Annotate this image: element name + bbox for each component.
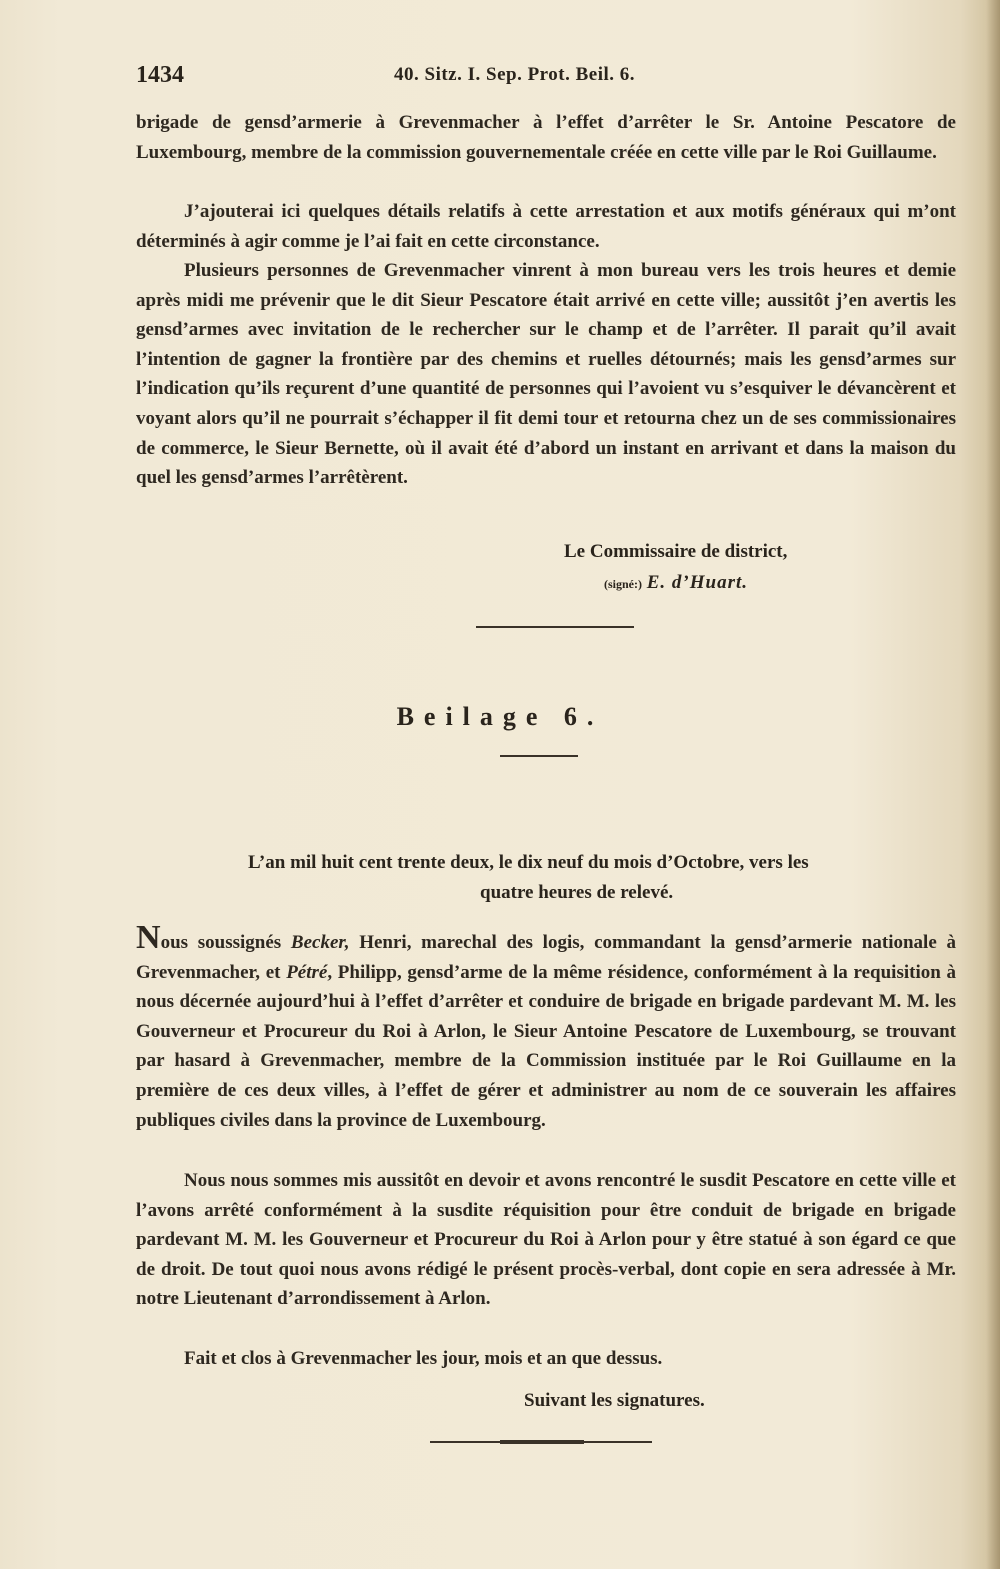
pv-text-a: ous soussignés [160,932,291,953]
page-edge-shadow [986,0,1000,1569]
closing-signatures: Suivant les signatures. [524,1390,705,1411]
pv-text-b: Henri, marechal des logis, commandant la gensd’armerie nationale à Grevenmacher, et [136,932,956,983]
paragraph-arrest-account: Plusieurs personnes de Grevenmacher vinrent à mon bureau vers les trois heures et demie après midi me prévenir que le dit Sieur Pescatore était arrivé en cette ville; aussitôt j’en avertis les gensd’armes avec invitation de le rechercher sur le champ et de l’arrêter. Il parait qu’il avait l’intention de gagner la frontière par des chemins et ruelles détournés; mais les gensd’armes sur l’indication qu’ils reçurent d’une quantité de personnes qui l’avoient vu s’esquiver le dévancèrent et voyant alors qu’il ne pourrait s’échapper il fit demi tour et retourna chez un de ses commissionaires de commerce, le Sieur Bernette, où il avait été d’abord un instant en arrivant et dans la maison du quel les gensd’armes l’arrêtèrent. [136,260,956,489]
end-rule-thick [500,1440,584,1444]
signature-block [604,572,748,594]
pv-text-c: , Philipp, gensd’arme de la même résidence, conformément à la requisition à nous décernée aujourd’hui à l’effet d’arrêter et conduire de brigade en brigade pardevant M. M. les Gouverneur et Procureur du Roi à Arlon, le Sieur Antoine Pescatore de Luxembourg, se trouvant par hasard à Grevenmacher, membre de la Commission instituée par le Roi Guillaume en la première de ces deux villes, à l’effet de gérer et administrer au nom de ce souverain les affaires publiques civiles dans la province de Luxembourg. [136,961,956,1131]
beilage-heading: Beilage 6. [396,702,604,731]
heading-underline [500,755,578,757]
running-head: 40. Sitz. I. Sep. Prot. Beil. 6. [394,64,636,85]
date-line-second: quatre heures de relevé. [480,882,674,903]
paragraph-closing-formula: Fait et clos à Grevenmacher les jour, mois et an que dessus. [184,1348,663,1369]
date-line-first: L’an mil huit cent trente deux, le dix neuf du mois d’Octobre, vers les [248,852,809,873]
signed-label: (signé:) [604,577,642,591]
paragraph-details-intro: J’ajouterai ici quelques détails relatifs à cette arrestation et aux motifs généraux qui m’ont déterminés à agir comme je l’ai fait en cette circonstance. [136,201,956,252]
page-number: 1434 [136,62,184,88]
signed-name: E. d’Huart. [646,572,749,593]
page-header [136,62,956,96]
signature-title: Le Commissaire de district, [564,541,788,562]
date-line [248,848,954,908]
name-petre: Pétré [286,961,328,983]
drop-cap: N [136,919,161,956]
paragraph-proces-verbal [136,919,956,1135]
name-becker: Becker, [290,932,350,953]
paragraph-arrest-order: brigade de gensd’armerie à Grevenmacher à l’effet d’arrêter le Sr. Antoine Pescatore de Luxembourg, membre de la commission gouvernementale créée en cette ville par le Roi Guillaume. [136,112,956,163]
section-divider-rule [476,626,634,628]
paragraph-execution: Nous nous sommes mis aussitôt en devoir et avons rencontré le susdit Pescatore en cette ville et l’avons arrêté conformément à la susdite réquisition pour être conduit de brigade en brigade pardevant M. M. les Gouverneur et Procureur du Roi à Arlon pour y être statué à son égard ce que de droit. De tout quoi nous avons rédigé le présent procès-verbal, dont copie en sera adressée à Mr. notre Lieutenant d’arrondissement à Arlon. [136,1170,956,1310]
